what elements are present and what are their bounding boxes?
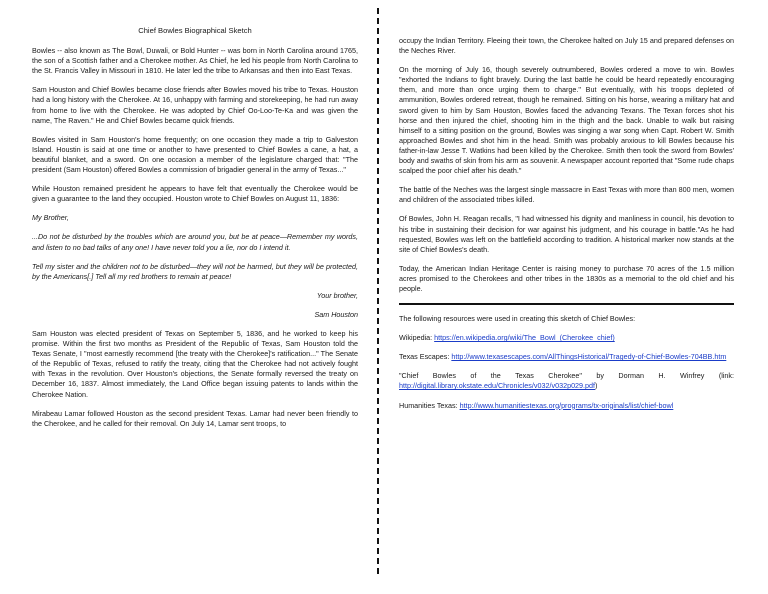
sources-intro: The following resources were used in creating this sketch of Chief Bowles: — [399, 314, 636, 324]
section-rule — [399, 303, 734, 305]
source-label-end: ) — [595, 381, 598, 391]
letter-closing: Your brother, — [316, 290, 358, 300]
paragraph: Bowles -- also known as The Bowl, Duwali, or Bold Hunter -- was born in North Carolina around 1765, the son of a Scottish father and a Cherokee mother. As Chief, he led his people from North Carolina to the St. Francis Valley in Missouri in 1810. He later led the tribe to Arkansas and then into East Texas. — [32, 46, 358, 76]
source-link[interactable]: http://www.texasescapes.com/AllThingsHistorical/Tragedy-of-Chief-Bowles-704BB.htm — [451, 352, 727, 362]
page-title: Chief Bowles Biographical Sketch — [138, 26, 252, 35]
paragraph: The battle of the Neches was the largest single massacre in East Texas with more than 800 men, women and children of the associated tribes killed. — [399, 185, 734, 205]
paragraph: Bowles visited in Sam Houston's home frequently; on one occasion they made a trip to Galveston Island. Houstin is said at one time or another to have presented to Chief Bowles a cane, a hat, a beautiful blanket, and a sword. On one occasion a member of the legislature charged that: "The president (Sam Houston) offered Bowles a commission of brigadier general in the army of Texas..." — [32, 134, 358, 175]
paragraph: Sam Houston and Chief Bowles became close friends after Bowles moved his tribe to Texas. Houston had a long history with the Cherokee. At 16, unhappy with farming and storekeeping, he had run away from home to live with the Cherokee. He was adopted by Chief Oo-Loo-Te-Ka and was given the name, The Raven." He and Chief Bowles became quick friends. — [32, 85, 358, 125]
source-link[interactable]: http://digital.library.okstate.edu/Chronicles/v032/v032p029.pdf — [399, 381, 596, 391]
source-link[interactable]: https://en.wikipedia.org/wiki/The_Bowl_(Cherokee_chief) — [434, 333, 615, 343]
source-label: Humanities Texas: — [399, 400, 458, 410]
source-link[interactable]: http://www.humanitiestexas.org/programs/tx-originals/list/chief-bowl — [459, 400, 674, 410]
source-item — [399, 352, 734, 362]
paragraph: Mirabeau Lamar followed Houston as the second president Texas. Lamar had never been friendly to the Cherokee, and he called for their removal. On July 14, Lamar sent troops, to — [32, 408, 358, 428]
letter-salutation: My Brother, — [32, 213, 69, 223]
paragraph: Sam Houston was elected president of Texas on September 5, 1836, and he worked to keep his promise. Within the first two months as President of the Republic of Texas, Sam Houston told the Texas Senate, I "most earnestly recommend [the treaty with the Cherokee]'s ratification..." The Senate of the Republic of Texas, refused to ratify the treaty, citing that the Cherokee had not actively fought with Texas in the revolution. Over Houston's objections, the Senate formally reversed the treaty on December 16, 1837. Almost immediately, the Land Office began issuing patents to lands within the Cherokee Nation. — [32, 328, 358, 399]
source-label: Texas Escapes: — [399, 352, 450, 362]
paragraph: On the morning of July 16, though severely outnumbered, Bowles ordered a move to win. Bowles "exhorted the Indians to fight bravely. During the last battle he could be heard repeatedly encouraging them, and more than once urging them to charge." But eventually, with his troops depleted of ammunition, Bowles ordered retreat, though he remained. Sitting on his horse, wearing a military hat and sword given to him by Sam Houston, Bowles faced the advancing Texans. The Texan forces shot his horse and then injured the chief, shooting him in the thigh and the back. Unable to walk but raising himself to a sitting position on the ground, Bowles was singing a war song when Capt. Robert W. Smith approached Bowles and shot him in the head. Smith was probably anxious to kill Bowles because his father-in-law Jesse T. Watkins had been killed by the Cherokee. Smith then took the sword from Bowles' body and swaths of skin from his arm as souvenir. A newspaper account reported that "Some rude chaps scalped the poor chief after his death." — [399, 65, 734, 176]
right-column — [399, 36, 734, 420]
letter-paragraph: ...Do not be disturbed by the troubles which are around you, but be at peace—Remember my words, and listen to no bad talks of any one! I have never told you a lie, nor do I intend it. — [32, 232, 358, 252]
source-label: Wikipedia: — [399, 333, 433, 343]
paragraph: While Houston remained president he appears to have felt that eventually the Cherokee would be given a guarantee to the land they occupied. Houston wrote to Chief Bowles on August 11, 1836: — [32, 184, 358, 204]
source-label: "Chief Bowles of the Texas Cherokee" by Dorman H. Winfrey (link: — [399, 371, 734, 381]
source-item — [399, 401, 734, 411]
column-divider — [377, 8, 379, 574]
source-item — [399, 371, 734, 391]
left-column — [32, 26, 358, 438]
paragraph: Of Bowles, John H. Reagan recalls, "I had witnessed his dignity and manliness in council, his devotion to his tribe in sustaining their decision for war against his judgment, and his courage in battle."As he had requested, Bowles was left on the battlefield according to tradition. A historical marker now stands at the site of Chief Bowles's death. — [399, 214, 734, 254]
letter-signature: Sam Houston — [314, 309, 358, 319]
source-item — [399, 333, 734, 343]
paragraph: occupy the Indian Territory. Fleeing their town, the Cherokee halted on July 15 and prepared defenses on the Neches River. — [399, 36, 734, 56]
letter-paragraph: Tell my sister and the children not to be disturbed—they will not be harmed, but they will be protected, by the Americans[.] Tell all my red brothers to remain at peace! — [32, 261, 358, 281]
paragraph: Today, the American Indian Heritage Center is raising money to purchase 70 acres of the 1.5 million acres promised to the Cherokees and other tribes in the 1830s as a memorial to the old chief and his people. — [399, 263, 734, 293]
